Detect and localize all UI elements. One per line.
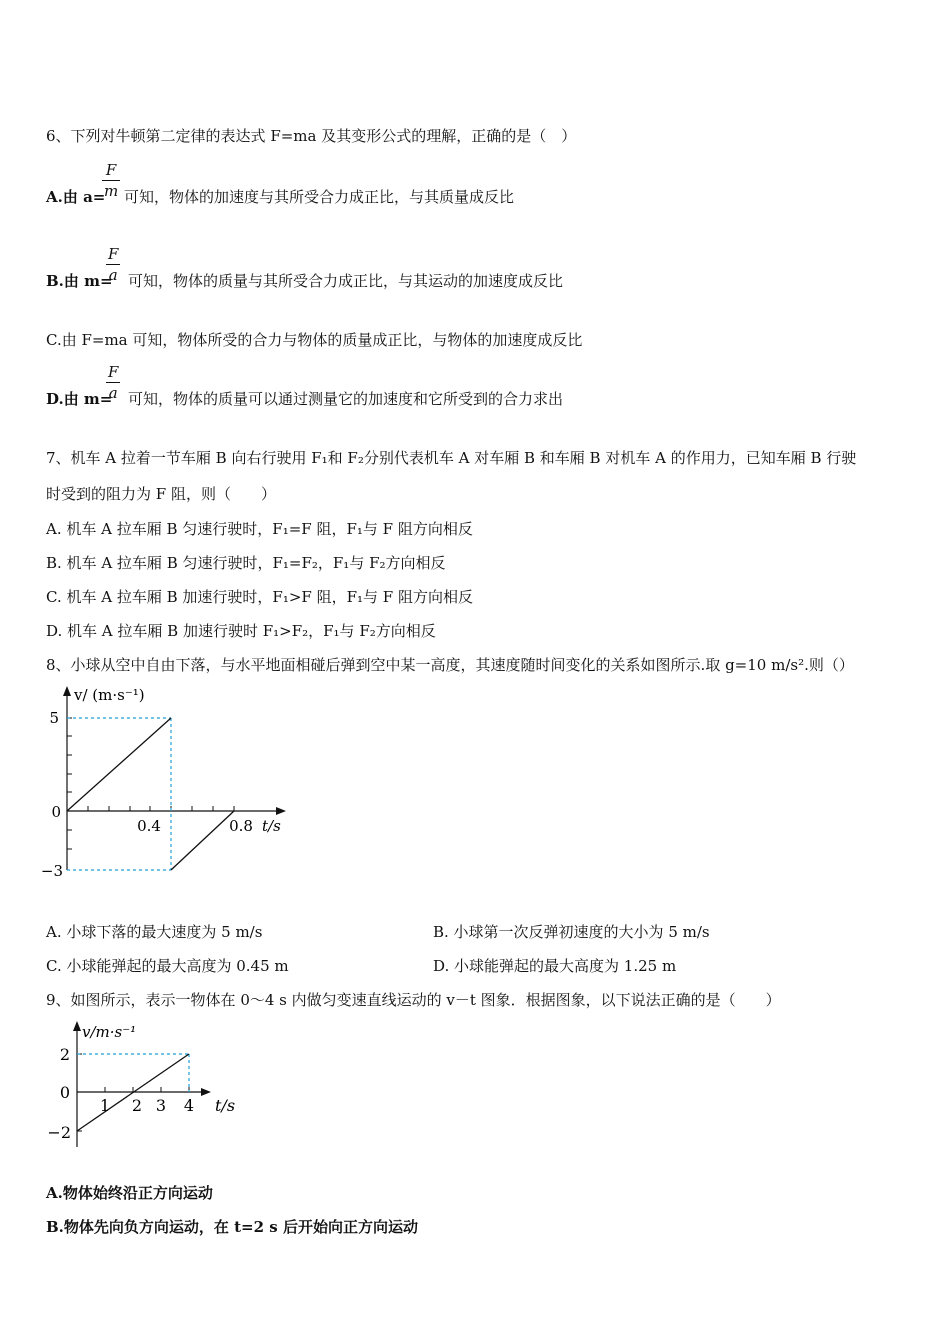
y-axis-label: v/ (m·s⁻¹) [74,686,145,704]
q8-option-d: D. 小球能弹起的最大高度为 1.25 m [433,957,677,975]
q7-stem-line2: 时受到的阻力为 F 阻，则（ ） [46,485,276,503]
y-axis-arrow [63,686,71,696]
q6-option-d-prefix: D.由 m= [46,390,113,408]
x-tick-label: 0.8 [229,817,253,835]
q9-velocity-graph [40,1015,260,1155]
q6-option-d-text: 可知，物体的质量可以通过测量它的加速度和它所受到的合力求出 [128,390,564,408]
q6-option-a-text: 可知，物体的加速度与其所受合力成正比，与其质量成反比 [124,188,515,206]
q6-option-b-prefix: B.由 m= [46,272,113,290]
x-tick-label: 3 [155,1096,167,1115]
q7-option-a: A. 机车 A 拉车厢 B 匀速行驶时，F₁=F 阻，F₁与 F 阻方向相反 [46,520,473,538]
x-axis-label: t/s [215,1096,236,1115]
q6-option-a-prefix: A.由 a= [46,188,106,206]
q9-option-b: B.物体先向负方向运动，在 t=2 s 后开始向正方向运动 [46,1218,418,1236]
fraction-denominator: a [108,266,118,284]
q6-option-d-fraction [106,363,120,402]
q6-stem: 6、下列对牛顿第二定律的表达式 F=ma 及其变形公式的理解，正确的是（ ） [46,127,577,145]
q7-option-d: D. 机车 A 拉车厢 B 加速行驶时 F₁>F₂，F₁与 F₂方向相反 [46,622,436,640]
y-tick-label: 0 [59,1083,70,1102]
x-tick-label: 4 [183,1096,195,1115]
y-axis-label: v/m·s⁻¹ [82,1023,137,1041]
rebound-segment [171,811,234,870]
q9-stem: 9、如图所示，表示一物体在 0～4 s 内做匀变速直线运动的 v－t 图象．根据图象，以下说法正确的是（ ） [46,991,781,1009]
fraction-numerator: F [108,363,119,381]
q6-option-b-text: 可知，物体的质量与其所受合力成正比，与其运动的加速度成反比 [128,272,564,290]
q7-option-b: B. 机车 A 拉车厢 B 匀速行驶时，F₁=F₂，F₁与 F₂方向相反 [46,554,446,572]
y-tick-label: −3 [40,862,63,880]
q7-option-c: C. 机车 A 拉车厢 B 加速行驶时，F₁>F 阻，F₁与 F 阻方向相反 [46,588,473,606]
q8-option-c: C. 小球能弹起的最大高度为 0.45 m [46,957,289,975]
q8-option-b: B. 小球第一次反弹初速度的大小为 5 m/s [433,923,710,941]
q8-option-a: A. 小球下落的最大速度为 5 m/s [46,923,263,941]
x-tick-label: 1 [99,1096,111,1115]
y-tick-label: −2 [47,1123,71,1142]
q8-velocity-graph [30,680,300,890]
q6-option-a-fraction [102,161,120,200]
fraction-numerator: F [108,245,119,263]
q8-stem: 8、小球从空中自由下落，与水平地面相碰后弹到空中某一高度，其速度随时间变化的关系如图所示.取 g=10 m/s².则（） [46,656,854,674]
q9-option-a: A.物体始终沿正方向运动 [46,1184,213,1202]
fraction-numerator: F [105,161,117,179]
falling-segment [67,718,171,811]
x-tick-label: 2 [131,1096,143,1115]
y-axis-arrow [73,1021,81,1031]
x-axis-arrow [201,1088,211,1096]
fraction-denominator: a [108,384,118,402]
q6-option-b-fraction [106,245,120,284]
y-tick-label: 5 [49,709,59,727]
x-axis-arrow [276,807,286,815]
y-tick-label: 2 [59,1045,70,1064]
q6-option-c: C.由 F=ma 可知，物体所受的合力与物体的质量成正比，与物体的加速度成反比 [46,331,583,349]
x-tick-label: 0.4 [137,817,161,835]
y-tick-label: 0 [51,803,61,821]
fraction-denominator: m [104,182,119,200]
q7-stem-line1: 7、机车 A 拉着一节车厢 B 向右行驶用 F₁和 F₂分别代表机车 A 对车厢 B 和车厢 B 对机车 A 的作用力，已知车厢 B 行驶 [46,449,857,467]
x-axis-label: t/s [262,817,281,835]
